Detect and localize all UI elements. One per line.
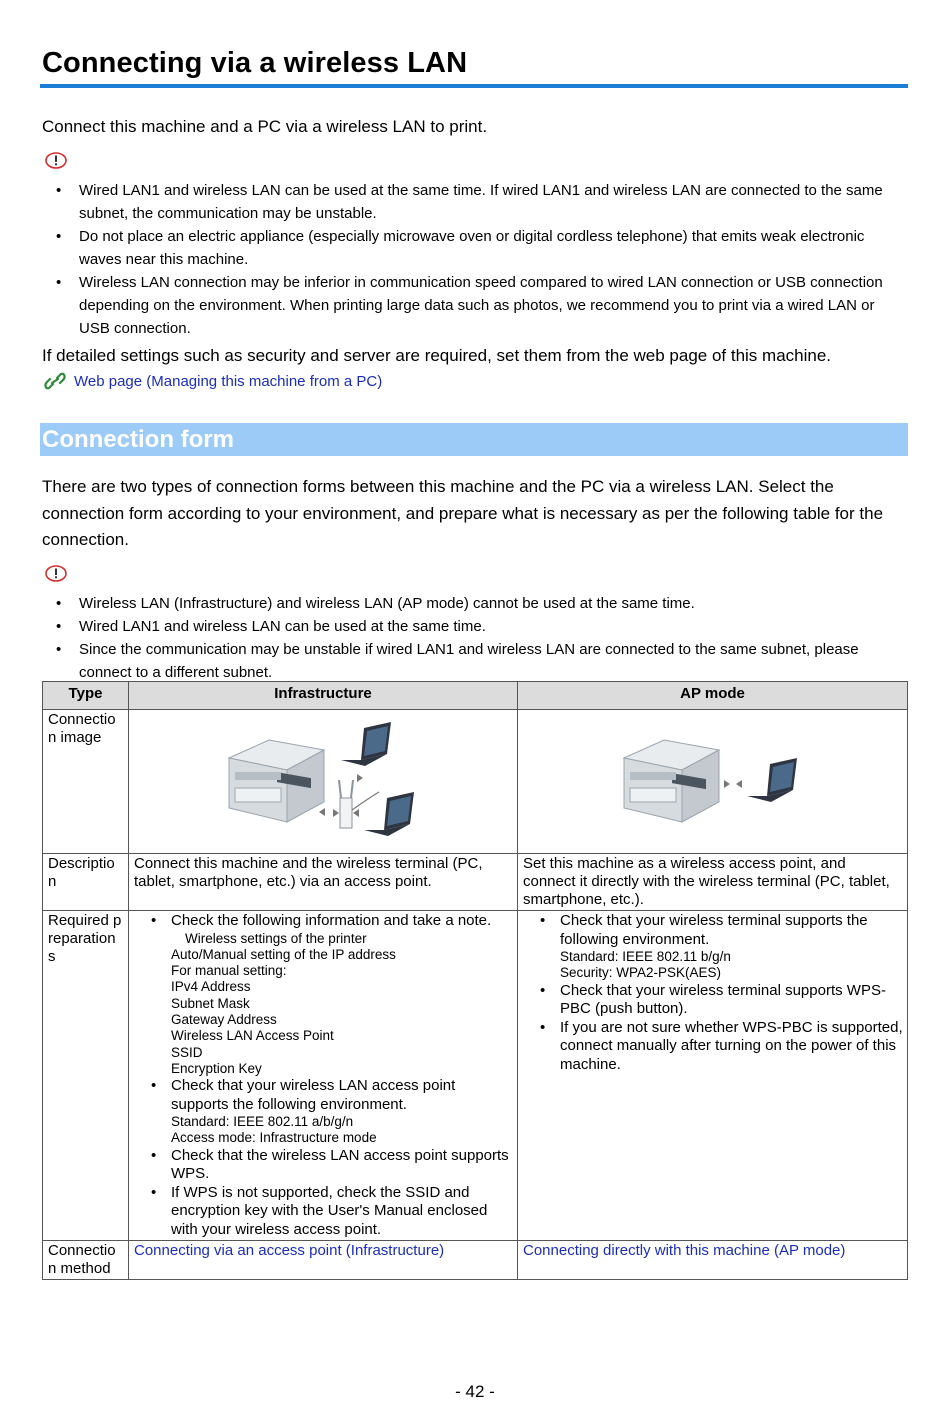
list-item: • Since the communication may be unstable if wired LAN1 and wireless LAN are connected to the same subnet, please connect to a different subnet. bbox=[42, 638, 908, 684]
page-title: Connecting via a wireless LAN bbox=[42, 47, 468, 79]
list-item: • Wireless LAN connection may be inferior in communication speed compared to wired LAN connection or USB connection depending on the environment. When printing large data such as photos, we recommend you to print via a wired LAN or USB connection. bbox=[42, 271, 908, 340]
ap-mode-method-link[interactable]: Connecting directly with this machine (AP mode) bbox=[523, 1242, 846, 1260]
connection-form-table bbox=[42, 681, 908, 1280]
access-point-icon bbox=[339, 780, 353, 828]
detail-text: If detailed settings such as security and server are required, set them from the web page of this machine. bbox=[42, 346, 832, 365]
list-item: • Check that your wireless terminal supports the following environment. Standard: IEEE 802.11 b/g/n Security: WPA2-PSK(AES) bbox=[523, 912, 905, 982]
infrastructure-method-cell bbox=[129, 1241, 518, 1280]
infrastructure-prep-list bbox=[134, 912, 515, 1239]
laptop-icon bbox=[747, 758, 797, 802]
header-ap-mode: AP mode bbox=[518, 682, 908, 710]
caution-icon bbox=[45, 565, 67, 582]
ap-mode-connection-image bbox=[518, 710, 908, 854]
ap-mode-prep-list bbox=[523, 912, 905, 1074]
ap-mode-method-cell bbox=[518, 1241, 908, 1280]
row-label-connection-image: Connection image bbox=[43, 710, 129, 854]
list-item: • Check the following information and take a note. Wireless settings of the printer Auto/Manual setting of the IP address For manual setting: IPv4 Address Subnet Mask Gateway Address Wireless LAN Access Point SSID Encryption Key bbox=[134, 912, 515, 1077]
laptop-icon bbox=[364, 792, 414, 836]
page-number: - 42 - bbox=[455, 1382, 495, 1401]
infrastructure-preparations bbox=[129, 911, 518, 1241]
section-paragraph: There are two types of connection forms between this machine and the PC via a wireless LAN. Select the connection form according to your environment, and prepare what is necessary as per the following table for the connection. bbox=[42, 477, 884, 549]
table-row bbox=[43, 1241, 908, 1280]
title-underline bbox=[40, 84, 908, 88]
caution-icon bbox=[45, 152, 67, 169]
printer-icon bbox=[624, 740, 719, 822]
list-item: • If you are not sure whether WPS-PBC is supported, connect manually after turning on the power of this machine. bbox=[523, 1019, 905, 1075]
section-heading-connection-form: Connection form bbox=[40, 423, 908, 456]
table-row bbox=[43, 854, 908, 911]
laptop-icon bbox=[341, 722, 391, 766]
caution-list-2 bbox=[42, 592, 908, 684]
list-item: • If WPS is not supported, check the SSID and encryption key with the User's Manual enclosed with your wireless access point. bbox=[134, 1184, 515, 1240]
ap-mode-description: Set this machine as a wireless access point, and connect it directly with the wireless terminal (PC, tablet, smartphone, etc.). bbox=[518, 854, 908, 911]
caution-list-1 bbox=[42, 179, 908, 340]
printer-icon bbox=[229, 740, 324, 822]
list-item: • Wired LAN1 and wireless LAN can be used at the same time. bbox=[42, 615, 908, 638]
table-row bbox=[43, 710, 908, 854]
list-item: • Do not place an electric appliance (especially microwave oven or digital cordless telephone) that emits weak electronic waves near this machine. bbox=[42, 225, 908, 271]
table-row bbox=[43, 911, 908, 1241]
header-type: Type bbox=[43, 682, 129, 710]
infrastructure-method-link[interactable]: Connecting via an access point (Infrastructure) bbox=[134, 1242, 445, 1260]
web-page-link-row[interactable] bbox=[42, 372, 382, 390]
row-label-required-preparations: Required preparations bbox=[43, 911, 129, 1241]
ap-mode-preparations bbox=[518, 911, 908, 1241]
table-header-row bbox=[43, 682, 908, 710]
row-label-description: Description bbox=[43, 854, 129, 911]
web-page-link[interactable]: Web page (Managing this machine from a PC) bbox=[74, 372, 383, 390]
list-item: • Check that the wireless LAN access point supports WPS. bbox=[134, 1147, 515, 1184]
header-infrastructure: Infrastructure bbox=[129, 682, 518, 710]
infrastructure-connection-image bbox=[129, 710, 518, 854]
list-item: • Check that your wireless LAN access point supports the following environment. Standard: IEEE 802.11 a/b/g/n Access mode: Infrastructure mode bbox=[134, 1077, 515, 1147]
infrastructure-description: Connect this machine and the wireless terminal (PC, tablet, smartphone, etc.) via an access point. bbox=[129, 854, 518, 911]
list-item: • Wireless LAN (Infrastructure) and wireless LAN (AP mode) cannot be used at the same time. bbox=[42, 592, 908, 615]
link-chain-icon bbox=[44, 372, 66, 390]
row-label-connection-method: Connection method bbox=[43, 1241, 129, 1280]
intro-text: Connect this machine and a PC via a wireless LAN to print. bbox=[42, 117, 488, 136]
list-item: • Wired LAN1 and wireless LAN can be used at the same time. If wired LAN1 and wireless LAN are connected to the same subnet, the communication may be unstable. bbox=[42, 179, 908, 225]
list-item: • Check that your wireless terminal supports WPS-PBC (push button). bbox=[523, 982, 905, 1019]
